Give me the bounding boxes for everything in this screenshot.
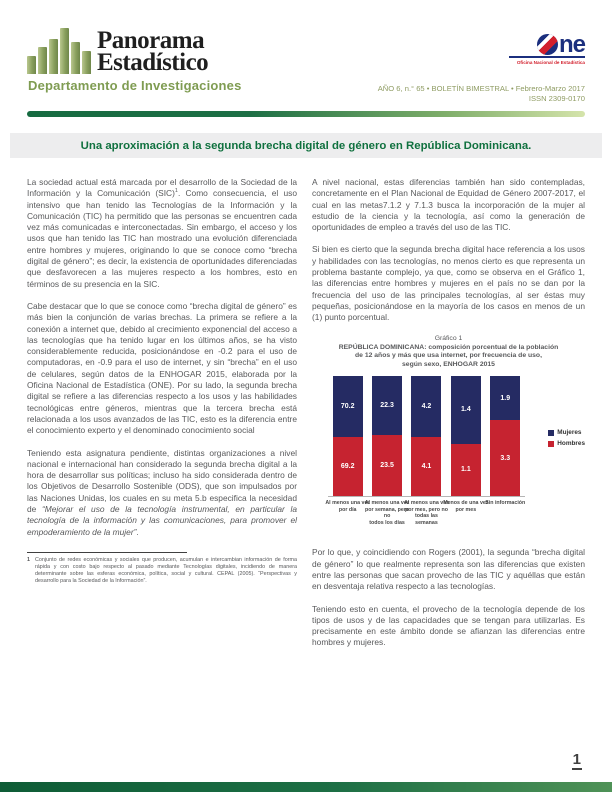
data-label: 4.1 xyxy=(421,463,432,471)
legend-entry-mujeres xyxy=(548,429,585,436)
data-label: 3.3 xyxy=(500,454,511,462)
bar-segment-hombres xyxy=(490,420,520,496)
data-label: 1.4 xyxy=(460,406,471,414)
issn: ISSN 2309-0170 xyxy=(528,94,585,103)
data-label: 4.2 xyxy=(421,403,432,411)
legend-swatch-icon xyxy=(548,441,554,447)
bar-segment-mujeres xyxy=(333,376,363,436)
masthead-logo xyxy=(27,28,208,74)
paragraph: Si bien es cierto que la segunda brecha digital hace referencia a los usos y habilidades con las tecnologías, no menos cierto es que representa un problema bastante complejo, ya que, como se observa en el Gráfico 1, las diferencias entre hombres y mujeres en el país no se dan por la frecuencia del uso de las principales tecnologías, al ser éstas muy pequeñas, posicionándose en la mayoría de los casos en menos de un (1) punto porcentual. xyxy=(312,244,585,323)
category-label: Al menos una vez por semana, pero no todos los días xyxy=(364,500,410,526)
bar-segment-mujeres xyxy=(490,376,520,420)
footnote-divider xyxy=(27,552,187,553)
chart-subtitle xyxy=(312,344,585,370)
one-logo-caption: Oficina Nacional de Estadística xyxy=(516,59,585,65)
article-title-bar xyxy=(10,133,602,158)
issue-line: AÑO 6, n.° 65 • BOLETÍN BIMESTRAL • Febrero-Marzo 2017 xyxy=(377,84,585,93)
bar-segment-hombres xyxy=(411,437,441,496)
bar-segment-mujeres xyxy=(372,376,402,434)
paragraph: Teniendo esto en cuenta, el provecho de la tecnología depende de los tipos de usos y de las capacidades que se tengan para utilizarlas. Es precisamente en este ámbito donde se afianzan las diferencias entre hombres y mujeres. xyxy=(312,603,585,648)
chart-subtitle-line: de 12 años y más que usa internet, por frecuencia de uso, xyxy=(355,352,542,360)
paragraph: Cabe destacar que lo que se conoce como “brecha digital de género” es más bien la conjunción de varias brechas. La primera se refiere a la conexión a internet que, debido al crecimiento exponencial del acceso a las tecnologías que ha tenido lugar en los últimos años, se ha visto considerablemente reducida, posicionándose en -0.2 para el uso de computadoras, en -0.9 para el uso de internet, y sin “brecha” en el uso de celulares, según datos de la ENHOGAR 2015, elaborada por la Oficina Nacional de Estadística (ONE). Por su lado, la segunda brecha digital se refiere a las diferencias respecto a los usos y las habilidades tecnológicas entre géneros, mientras que la tercera brecha está relacionada a los usos avanzados de las TIC, esto es la diferencia entre el conocimiento experto y el denominado conocimiento social xyxy=(27,300,297,436)
paragraph: Por lo que, y coincidiendo con Rogers (2001), la segunda “brecha digital de género” lo que realmente representa son las diferencias que existen entre las personas que sacan provecho de las TIC y aquéllas que están en desventaja relativa respecto a las tecnologías. xyxy=(312,547,585,592)
bar-segment-mujeres xyxy=(451,376,481,443)
grafico-1-chart xyxy=(312,335,585,536)
data-label: 22.3 xyxy=(380,402,394,410)
masthead-line2: Estadístico xyxy=(97,49,209,76)
paragraph xyxy=(27,448,297,538)
category-label: Sin información xyxy=(485,500,526,507)
chart-bars-area xyxy=(325,377,526,526)
left-column xyxy=(27,177,297,585)
legend-swatch-icon xyxy=(548,430,554,436)
data-label: 1.9 xyxy=(500,394,511,402)
footnote-number: 1 xyxy=(27,556,30,563)
paragraph: A nivel nacional, estas diferencias también han sido contempladas, concretamente en el Plan Nacional de Equidad de Género 2007-2017, el cual en las metas7.1.2 y 7.1.3 busca la incorporación de la mujer al estudio de la ciencia y la tecnología, así como la generación de oportunidades de empleo a través del uso de las TIC. xyxy=(312,177,585,233)
masthead-title xyxy=(97,27,209,76)
footer-bar xyxy=(0,782,612,792)
chart-bar xyxy=(325,376,371,513)
footnote-ref: 1 xyxy=(174,188,178,195)
data-label: 70.2 xyxy=(340,403,355,411)
chart-bar xyxy=(364,376,410,526)
one-logo xyxy=(509,31,585,65)
paragraph-text: . xyxy=(136,526,139,537)
issue-info xyxy=(378,84,585,104)
article-title: Una aproximación a la segunda brecha digital de género en República Dominicana. xyxy=(80,139,532,152)
bar-segment-mujeres xyxy=(411,376,441,437)
paragraph xyxy=(27,177,297,290)
category-label: Menos de una vez por mes xyxy=(443,500,489,513)
right-column xyxy=(312,177,585,660)
data-label: 23.5 xyxy=(380,462,394,470)
header-divider xyxy=(27,111,585,117)
one-o-icon xyxy=(537,34,558,55)
chart-legend xyxy=(548,429,585,451)
chart-body xyxy=(312,377,585,535)
page-number: 1 xyxy=(572,751,581,768)
bar-segment-hombres xyxy=(451,444,481,497)
paragraph-text: Teniendo esta asignatura pendiente, distintas organizaciones a nivel nacional e internacional han considerado la segunda brecha digital a la hora de desarrollar sus políticas; incluso ha sido considerada dentro de los Objetivos de Desarrollo Sostenible (ODS), que son impulsados por las Naciones Unidas, los cuales en su meta 5.b especifica la necesidad de xyxy=(27,447,297,515)
footnote xyxy=(27,557,297,585)
chart-bar xyxy=(443,376,489,513)
category-label: Al menos una vez por mes, pero no todas las semanas xyxy=(404,500,449,526)
bar-segment-hombres xyxy=(372,435,402,497)
data-label: 1.1 xyxy=(460,466,471,474)
paragraph-text: La sociedad actual está marcada por el desarrollo de la Sociedad de la Información y la Comunicación (SIC) xyxy=(27,177,297,199)
bar-chart-logo-icon xyxy=(27,28,93,74)
chart-subtitle-line: según sexo, ENHOGAR 2015 xyxy=(402,360,495,368)
one-logo-text: ne xyxy=(558,31,585,58)
bar-segment-hombres xyxy=(333,437,363,497)
quoted-goal-text: “Mejorar el uso de la tecnología instrumental, en particular la tecnología de la información y las comunicaciones, para promover el empoderamiento de la mujer” xyxy=(27,504,297,537)
category-label: Al menos una vez por día xyxy=(325,500,371,513)
chart-subtitle-line: REPÚBLICA DOMINICANA: composición porcentual de la población xyxy=(338,343,559,351)
data-label: 69.2 xyxy=(340,463,355,471)
chart-title: Gráfico 1 xyxy=(434,334,463,342)
masthead-line1: Panorama xyxy=(97,27,205,54)
chart-bar xyxy=(404,376,449,526)
department-subtitle: Departamento de Investigaciones xyxy=(28,78,242,93)
one-logo-row xyxy=(509,31,585,58)
footnote-text: Conjunto de redes económicas y sociales que producen, acumulan e intercambian información de forma rápida y con costo bajo respecto al pasado mediante Tecnologías digitales, incidiendo de manera determinante sobre las esferas económica, política, social y cultural. CEPAL (2005). “Perspectivas y desarrollo para la Sociedad de la Información”. xyxy=(35,556,297,584)
paragraph-text: . Como consecuencia, el uso intensivo que han tenido las Tecnologías de la Información y la Comunicación (TIC) ha permitido que las personas se encuentren cada vez más comunicadas e interconectadas. Sin embargo, el acceso y los usos que han tenido las TIC han mostrado una evolución diferenciada entre hombres y mujeres, originando lo que se conoce como “brecha digital de género”; es decir, la existencia de oportunidades diferenciadas que desfavorecen a las mujeres respecto a los hombres, esto en términos de su presencia en la SIC. xyxy=(27,188,297,289)
legend-label: Mujeres xyxy=(557,429,582,437)
chart-bar xyxy=(485,376,526,507)
legend-entry-hombres xyxy=(548,440,585,447)
legend-label: Hombres xyxy=(557,440,585,448)
